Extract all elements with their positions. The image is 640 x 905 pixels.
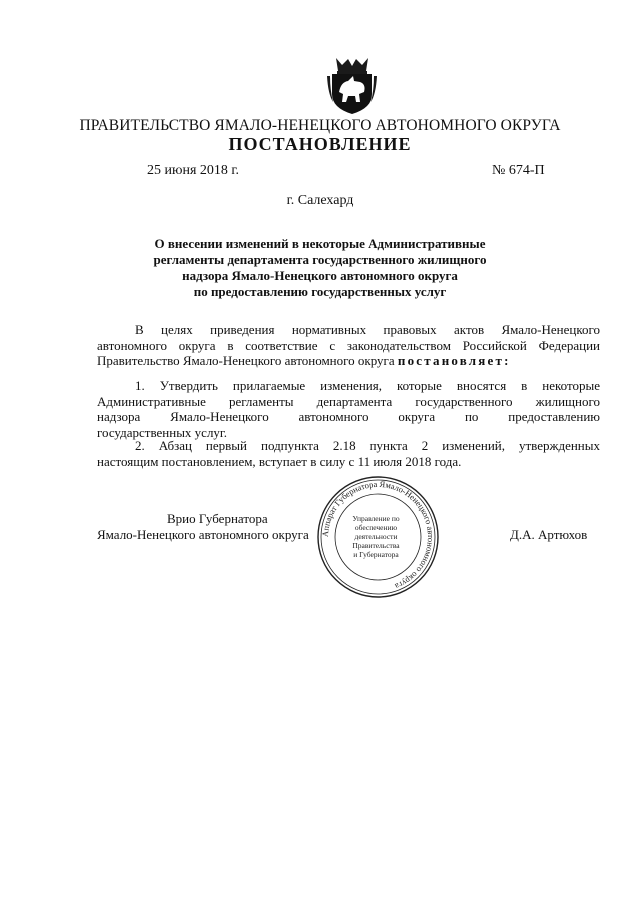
subject-line: О внесении изменений в некоторые Административные xyxy=(154,236,486,251)
stamp-center-line: деятельности xyxy=(354,532,398,541)
item-1-paragraph xyxy=(97,378,600,440)
stamp-ring-textpath: Аппарат Губернатора Ямало-Ненецкого автономного округа xyxy=(319,478,437,592)
document-date: 25 июня 2018 г. xyxy=(147,163,240,178)
decree-word: постановляет: xyxy=(397,353,511,368)
document-city: г. Салехард xyxy=(286,193,354,208)
document-subject xyxy=(100,236,540,300)
signatory-position-line: Врио Губернатора xyxy=(167,511,268,526)
item-line: Административные регламенты департамента государственного жилищного xyxy=(97,393,600,409)
preamble-line: автономного округа в соответствие с законодательством Российской Федерации xyxy=(97,337,600,353)
preamble-paragraph xyxy=(97,322,600,369)
stamp-center-line: и Губернатора xyxy=(353,550,399,559)
item-2-paragraph xyxy=(97,438,600,469)
signatory-name: Д.А. Артюхов xyxy=(510,527,588,542)
stamp-center-line: обеспечению xyxy=(354,523,398,532)
preamble-last-line: Правительство Ямало-Ненецкого автономного округа xyxy=(97,353,395,368)
item-line: 2. Абзац первый подпункта 2.18 пункта 2 изменений, утвержденных xyxy=(135,438,600,453)
item-line: государственных услуг. xyxy=(97,424,228,440)
government-title: ПРАВИТЕЛЬСТВО ЯМАЛО-НЕНЕЦКОГО АВТОНОМНОГО ОКРУГА xyxy=(79,117,561,134)
subject-line: надзора Ямало-Ненецкого автономного округа xyxy=(182,268,458,283)
stamp-center-line: Правительства xyxy=(352,541,400,550)
official-stamp xyxy=(315,474,441,600)
coat-of-arms-emblem xyxy=(326,56,378,116)
item-line: надзора Ямало-Ненецкого автономного округа по предоставлению xyxy=(97,409,600,424)
document-type-title: ПОСТАНОВЛЕНИЕ xyxy=(228,134,412,154)
item-line: настоящим постановлением, вступает в силу с 11 июля 2018 года. xyxy=(97,453,462,469)
preamble-line: В целях приведения нормативных правовых актов Ямало-Ненецкого xyxy=(135,322,600,337)
subject-line: по предоставлению государственных услуг xyxy=(193,284,447,299)
item-line: 1. Утвердить прилагаемые изменения, которые вносятся в некоторые xyxy=(135,378,600,393)
signatory-position xyxy=(97,511,337,543)
subject-line: регламенты департамента государственного жилищного xyxy=(153,252,487,267)
preamble-line xyxy=(97,353,600,369)
stamp-center-line: Управление по xyxy=(352,514,400,523)
document-number: № 674-П xyxy=(492,163,545,178)
signatory-position-line: Ямало-Ненецкого автономного округа xyxy=(97,527,309,542)
